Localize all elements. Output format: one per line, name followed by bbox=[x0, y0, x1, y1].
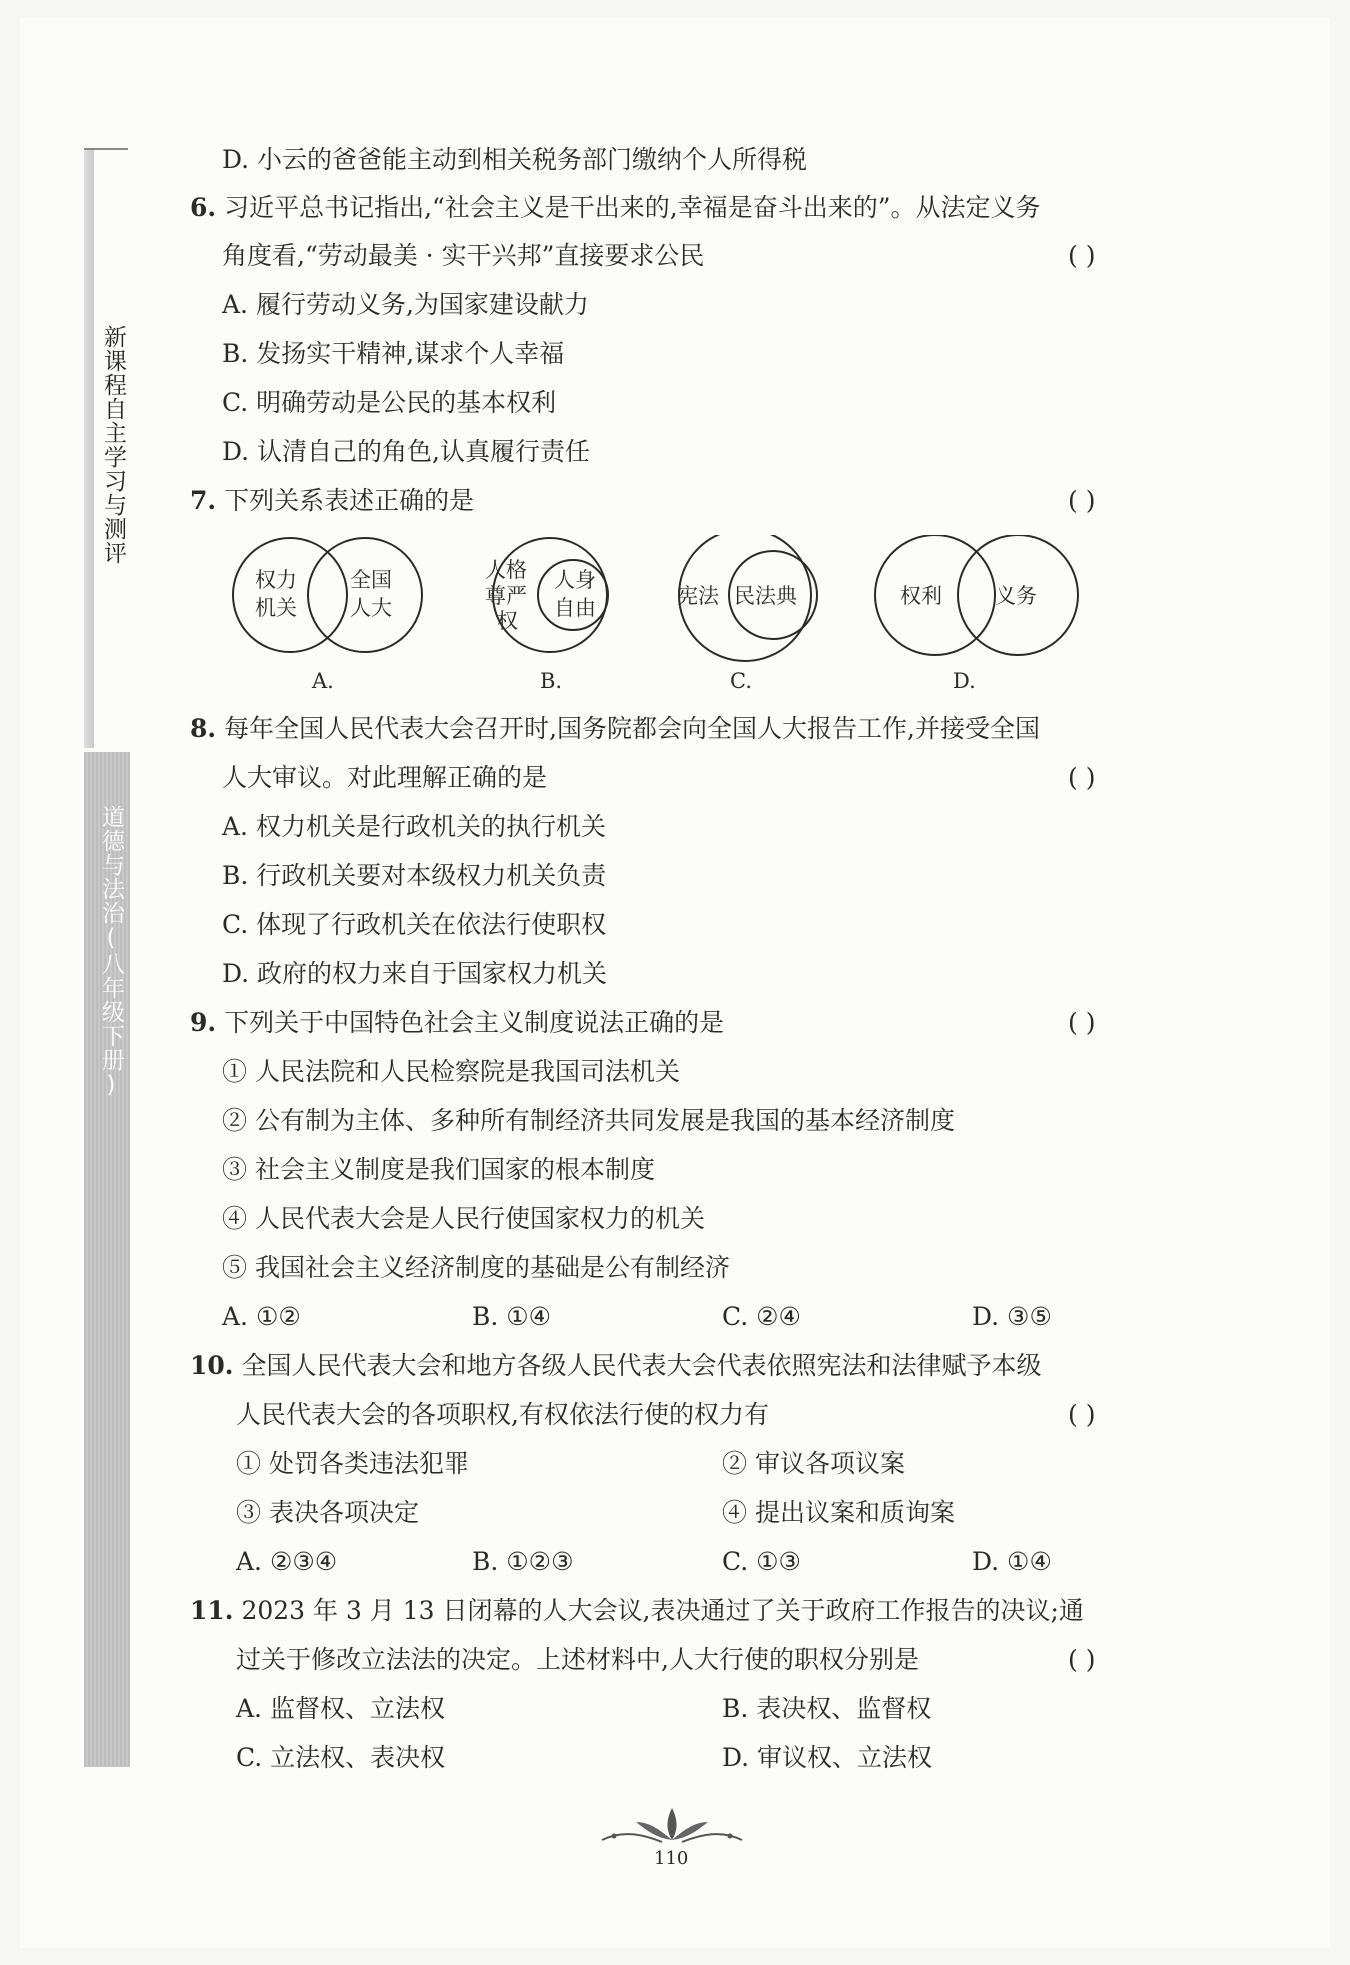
q11-number: 11. bbox=[190, 1596, 234, 1625]
diagram-d bbox=[875, 535, 1078, 693]
diagram-a-left-label-1: 权力 bbox=[255, 568, 297, 592]
page-number: 110 bbox=[654, 1848, 689, 1869]
diagram-a-left-label-2: 机关 bbox=[255, 596, 297, 620]
q5-option-d: D. 小云的爸爸能主动到相关税务部门缴纳个人所得税 bbox=[222, 145, 808, 174]
q10-stem-line2: 人民代表大会的各项职权,有权依法行使的权力有 bbox=[236, 1400, 769, 1429]
q9-option-c: C. ②④ bbox=[722, 1302, 801, 1331]
diagram-a-right-circle bbox=[308, 538, 422, 652]
diagram-b-inner-label-1: 人身 bbox=[554, 568, 596, 592]
venn-diagrams bbox=[210, 535, 1090, 705]
diagram-a bbox=[233, 538, 422, 693]
q9-option-a: A. ①② bbox=[222, 1302, 301, 1331]
q10-statement-1: ① 处罚各类违法犯罪 bbox=[236, 1449, 469, 1478]
diagram-d-right-label: 义务 bbox=[995, 584, 1037, 608]
q6-number: 6. bbox=[190, 193, 217, 222]
diagram-b-outer-label-2: 尊严 bbox=[485, 584, 527, 608]
diagram-d-letter: D. bbox=[953, 669, 976, 693]
diagram-c-letter: C. bbox=[730, 669, 752, 693]
q11-option-b: B. 表决权、监督权 bbox=[722, 1694, 932, 1723]
diagram-d-left-label: 权利 bbox=[900, 584, 942, 608]
diagram-b-outer-label-1: 人格 bbox=[485, 558, 527, 582]
q8-number: 8. bbox=[190, 714, 217, 743]
q9-statement-3: ③ 社会主义制度是我们国家的根本制度 bbox=[222, 1155, 655, 1184]
q6-option-c: C. 明确劳动是公民的基本权利 bbox=[222, 388, 557, 417]
q10-option-b: B. ①②③ bbox=[472, 1547, 574, 1576]
q6-option-a: A. 履行劳动义务,为国家建设献力 bbox=[222, 290, 589, 319]
q9-option-b: B. ①④ bbox=[472, 1302, 552, 1331]
q6-option-b: B. 发扬实干精神,谋求个人幸福 bbox=[222, 339, 565, 368]
q6-answer-paren[interactable]: ( ) bbox=[1068, 241, 1096, 270]
q8-option-a: A. 权力机关是行政机关的执行机关 bbox=[222, 812, 606, 841]
series-title: 新课程自主学习与测评 bbox=[100, 325, 126, 565]
diagram-b bbox=[485, 538, 608, 693]
sidebar-rule bbox=[84, 148, 128, 150]
footer-ornament-icon bbox=[592, 1800, 752, 1850]
q10-answer-paren[interactable]: ( ) bbox=[1068, 1400, 1096, 1429]
q9-statement-5: ⑤ 我国社会主义经济制度的基础是公有制经济 bbox=[222, 1253, 730, 1282]
q8-stem-line1: 8. 每年全国人民代表大会召开时,国务院都会向全国人大报告工作,并接受全国 bbox=[190, 714, 1040, 743]
q10-number: 10. bbox=[190, 1351, 234, 1380]
q11-stem-line1: 11. 2023 年 3 月 13 日闭幕的人大会议,表决通过了关于政府工作报告的决议;通 bbox=[190, 1596, 1084, 1625]
q10-option-a: A. ②③④ bbox=[236, 1547, 338, 1576]
q8-option-d: D. 政府的权力来自于国家权力机关 bbox=[222, 959, 608, 988]
q8-option-c: C. 体现了行政机关在依法行使职权 bbox=[222, 910, 607, 939]
diagram-b-inner-label-2: 自由 bbox=[554, 596, 596, 620]
q8-answer-paren[interactable]: ( ) bbox=[1068, 763, 1096, 792]
sidebar-strip-top bbox=[84, 148, 94, 748]
q11-stem-line2: 过关于修改立法法的决定。上述材料中,人大行使的职权分别是 bbox=[236, 1645, 919, 1674]
diagram-c-outer-label: 宪法 bbox=[677, 584, 719, 608]
q11-answer-paren[interactable]: ( ) bbox=[1068, 1645, 1096, 1674]
q10-statement-2: ② 审议各项议案 bbox=[722, 1449, 905, 1478]
diagram-b-letter: B. bbox=[540, 669, 563, 693]
diagram-c bbox=[677, 535, 817, 693]
q10-option-c: C. ①③ bbox=[722, 1547, 801, 1576]
q10-stem-line1: 10. 全国人民代表大会和地方各级人民代表大会代表依照宪法和法律赋予本级 bbox=[190, 1351, 1042, 1380]
q11-option-d: D. 审议权、立法权 bbox=[722, 1743, 933, 1772]
diagram-a-letter: A. bbox=[312, 669, 334, 693]
q8-stem-line2: 人大审议。对此理解正确的是 bbox=[222, 763, 548, 792]
q10-statement-3: ③ 表决各项决定 bbox=[236, 1498, 419, 1527]
diagram-c-inner-label: 民法典 bbox=[734, 584, 797, 608]
diagram-a-right-label-2: 人大 bbox=[350, 596, 392, 620]
q11-option-a: A. 监督权、立法权 bbox=[236, 1694, 445, 1723]
diagram-a-left-circle bbox=[233, 538, 347, 652]
q9-statement-1: ① 人民法院和人民检察院是我国司法机关 bbox=[222, 1057, 680, 1086]
q6-stem-line1: 6. 习近平总书记指出,“社会主义是干出来的,幸福是奋斗出来的”。从法定义务 bbox=[190, 193, 1041, 222]
diagram-a-right-label-1: 全国 bbox=[350, 568, 392, 592]
q9-statement-4: ④ 人民代表大会是人民行使国家权力的机关 bbox=[222, 1204, 705, 1233]
q7-number: 7. bbox=[190, 486, 217, 515]
q9-statement-2: ② 公有制为主体、多种所有制经济共同发展是我国的基本经济制度 bbox=[222, 1106, 955, 1135]
q9-answer-paren[interactable]: ( ) bbox=[1068, 1008, 1096, 1037]
diagram-b-outer-label-3: 权 bbox=[497, 609, 518, 633]
q9-stem: 9. 下列关于中国特色社会主义制度说法正确的是 bbox=[190, 1008, 725, 1037]
q9-number: 9. bbox=[190, 1008, 217, 1037]
q6-stem-line2: 角度看,“劳动最美 · 实干兴邦”直接要求公民 bbox=[222, 241, 705, 270]
q6-option-d: D. 认清自己的角色,认真履行责任 bbox=[222, 437, 590, 466]
subject-title: 道德与法治(八年级下册) bbox=[98, 805, 124, 1099]
q11-option-c: C. 立法权、表决权 bbox=[236, 1743, 446, 1772]
q10-statement-4: ④ 提出议案和质询案 bbox=[722, 1498, 955, 1527]
q9-option-d: D. ③⑤ bbox=[972, 1302, 1052, 1331]
q7-stem: 7. 下列关系表述正确的是 bbox=[190, 486, 475, 515]
q8-option-b: B. 行政机关要对本级权力机关负责 bbox=[222, 861, 607, 890]
q7-answer-paren[interactable]: ( ) bbox=[1068, 486, 1096, 515]
q10-option-d: D. ①④ bbox=[972, 1547, 1052, 1576]
